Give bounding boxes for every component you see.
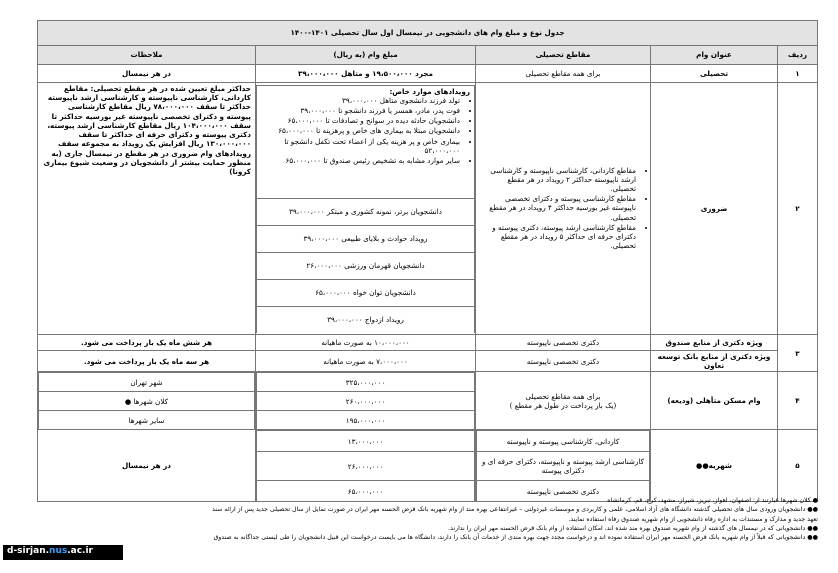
- amount-subrow: ۲۶۰،۰۰۰،۰۰۰: [257, 392, 475, 411]
- row-number: ۵: [778, 430, 818, 502]
- header-row-number: ردیف: [778, 46, 818, 65]
- row-number: ۱: [778, 65, 818, 83]
- loan-amount: مجرد ۱۹،۵۰۰،۰۰۰ و متاهل ۳۹،۰۰۰،۰۰۰: [256, 65, 476, 83]
- loan-level: برای همه مقاطع تحصیلی: [476, 65, 651, 83]
- city-subrow: شهر تهران: [38, 373, 254, 392]
- table-row: [37, 65, 817, 83]
- loan-notes-cell: [37, 372, 255, 430]
- amount-subrow: دانشجویان برتر، نمونه کشوری و مبتکر ۳۹،۰۰۰،۰۰۰: [257, 198, 475, 225]
- row-number: ۴: [778, 372, 818, 430]
- amount-subrow: ۱۳،۰۰۰،۰۰۰: [257, 431, 475, 452]
- loan-level: دکتری تخصصی ناپیوسته: [476, 335, 651, 351]
- amount-subtable: [256, 372, 475, 429]
- loan-notes: هر سه ماه یک بار پرداخت می شود.: [37, 351, 255, 372]
- loan-notes: هر شش ماه یک بار پرداخت می شود.: [37, 335, 255, 351]
- city-subrow: کلان شهرها ●: [38, 392, 254, 411]
- loan-amount-cell: [256, 430, 476, 502]
- header-notes: ملاحظات: [37, 46, 255, 65]
- loan-level-line: (یک بار پرداخت در طول هر مقطع ): [509, 400, 617, 410]
- table-row: [37, 430, 817, 502]
- loan-notes: در هر نیمسال: [37, 65, 255, 83]
- watermark-prefix: d-sirjan.: [7, 546, 50, 556]
- watermark-accent: nus: [49, 546, 68, 556]
- amount-subrow: رویداد حوادث و بلایای طبیعی ۳۹،۰۰۰،۰۰۰: [257, 225, 475, 252]
- footnote: تعهد جدید و مدارک و مستندات به اداره رفاه دانشجویی از وام شهریه صندوق رفاه استفاده نمایند.: [568, 515, 818, 523]
- footnotes: [38, 496, 818, 542]
- level-subrow: دکتری تخصصی ناپیوسته: [477, 481, 650, 502]
- table-row: [37, 335, 817, 351]
- loan-amount-cell: [256, 372, 476, 430]
- special-event-item: • دانشجویان مبتلا به بیماری های خاص و پرهزینه تا ۶۵،۰۰۰،۰۰۰: [261, 126, 460, 135]
- loan-title: شهریه●●: [651, 430, 778, 502]
- loan-notes: حداکثر مبلغ تعیین شده در هر مقطع تحصیلی: مقاطع کاردانی، کارشناسی ناپیوسته و کارشناسی ارشد ناپیوسته حداکثر تا سقف ۷۸،۰۰۰،۰۰۰ ریال مقاطع کارشناسی پیوسته و دکترای تخصصی ناپیوسته غیر بورسیه حداکثر تا سقف ۱۰۴،۰۰۰،۰۰۰ ریال مقاطع کارشناسی ارشد پیوسته، دکتری پیوسته و دکترای حرفه ای حداکثر تا سقف ۱۳۰،۰۰۰،۰۰۰ ریال افزایش یک رویداد به مجموعه سقف رویدادهای وام ضروری در هر مقطع در نیمسال جاری (به منظور حمایت بیشتر از دانشجویان در وضعیت شیوع بیماری کرونا): [37, 83, 255, 335]
- watermark-suffix: .ac.ir: [67, 546, 93, 556]
- table-title-row: [37, 21, 817, 46]
- footnote: ●● دانشجویان ورودی سال های تحصیلی گذشته دانشگاه های آزاد اسلامی، علمی و کاربردی و موسسات غیردولتی – غیرانتفاعی بهره مند از وام شهریه بانک قرض الحسنه مهر ایران در صورت تمایل از سال تحصیلی جدید پس از ارائه سند: [211, 506, 818, 514]
- loan-level: دکتری تخصصی ناپیوسته: [476, 351, 651, 372]
- loan-level: [476, 372, 651, 430]
- header-amount: مبلغ وام (به ریال): [256, 46, 476, 65]
- footnote: ●● دانشجویانی که قبلاً از وام شهریه بانک قرض الحسنه مهر ایران استفاده نموده اند و درخواست مجدد جهت بهره مندی از خدمات آن بانک را دارند، دانشگاه ها می بایست درخواست این قبیل دانشجویان را طی لیستی جداگانه به صندوق: [213, 534, 818, 542]
- level-subrow: کاردانی، کارشناسی پیوسته و ناپیوسته: [477, 431, 650, 452]
- loan-table: [37, 20, 818, 502]
- table-row: [37, 372, 817, 430]
- special-event-item: • سایر موارد مشابه به تشخیص رئیس صندوق تا ۶۵،۰۰۰،۰۰۰: [261, 156, 460, 165]
- special-event-item: • فوت پدر، مادر، همسر یا فرزند دانشجو تا ۳۹،۰۰۰،۰۰۰: [261, 106, 460, 115]
- loan-title: تحصیلی: [651, 65, 778, 83]
- loan-amount: ۱۰،۰۰۰،۰۰۰ به صورت ماهیانه: [256, 335, 476, 351]
- amount-subrow: دانشجویان توان خواه ۶۵،۰۰۰،۰۰۰: [257, 279, 475, 306]
- row-number: ۲: [778, 83, 818, 335]
- level-subtable: [476, 430, 650, 501]
- table-row: [37, 83, 817, 335]
- site-watermark: [3, 545, 123, 560]
- amount-subtable: [256, 85, 475, 333]
- level-subrow: کارشناسی ارشد پیوسته و ناپیوسته، دکترای حرفه ای و دکترای پیوسته: [477, 452, 650, 481]
- amount-subrow: ۳۲۵،۰۰۰،۰۰۰: [257, 373, 475, 392]
- city-subtable: [38, 372, 255, 429]
- level-item: • مقاطع کارشناسی ارشد پیوسته، دکتری پیوسته و دکترای حرفه ای حداکثر ۵ رویداد در هر مقطع تحصیلی.: [480, 223, 636, 251]
- amount-subrow: رویداد ازدواج ۳۹،۰۰۰،۰۰۰: [257, 306, 475, 333]
- amount-subrow: دانشجویان قهرمان ورزشی ۲۶،۰۰۰،۰۰۰: [257, 252, 475, 279]
- special-events-header: رویدادهای موارد خاص:: [389, 86, 470, 96]
- footnote: ● کلان شهرها عبارتند از: اصفهان، اهواز، تبریز، شیراز، مشهد، کرج، قم، کرمانشاه: [607, 497, 818, 504]
- amount-subrow: ۲۶،۰۰۰،۰۰۰: [257, 452, 475, 481]
- table-header-row: [37, 46, 817, 65]
- table-row: [37, 351, 817, 372]
- special-event-item: • دانشجویان حادثه دیده در سوانح و تصادفات تا ۶۵،۰۰۰،۰۰۰: [261, 116, 460, 125]
- loan-title: ویژه دکتری از منابع صندوق: [651, 335, 778, 351]
- amount-subtable: [256, 430, 475, 501]
- footnote: ●● دانشجویانی که در نیمسال های گذشته از وام شهریه صندوق بهره مند شده اند، امکان استفاده از وام بانک قرض الحسنه مهر ایران را ندارند.: [448, 524, 818, 532]
- special-events: [257, 85, 475, 198]
- loan-amount-cell: [256, 83, 476, 335]
- loan-title: ضروری: [651, 83, 778, 335]
- city-subrow: سایر شهرها: [38, 411, 254, 430]
- level-item: • مقاطع کارشناسی پیوسته و دکترای تخصصی ناپیوسته غیر بورسیه حداکثر ۴ رویداد در هر مقطع تحصیلی.: [480, 194, 636, 222]
- special-event-item: • تولد فرزند دانشجوی متاهل ۳۹،۰۰۰،۰۰۰: [261, 96, 460, 105]
- loan-table-sheet: [38, 20, 818, 502]
- loan-amount: ۷،۰۰۰،۰۰۰ به صورت ماهیانه: [256, 351, 476, 372]
- loan-level-list: [476, 83, 651, 335]
- table-title: جدول نوع و مبلغ وام های دانشجویی در نیمسال اول سال تحصیلی ۱۴۰۱-۱۴۰۰: [37, 21, 817, 46]
- loan-level-cell: [476, 430, 651, 502]
- header-level: مقاطع تحصیلی: [476, 46, 651, 65]
- level-item: • مقاطع کاردانی، کارشناسی ناپیوسته و کارشناسی ارشد ناپیوسته حداکثر ۲ رویداد در هر مقطع تحصیلی.: [480, 166, 636, 194]
- special-event-item: • بیماری خاص و پر هزینه یکی از اعضاء تحت تکفل دانشجو تا ۵۲،۰۰۰،۰۰۰: [261, 137, 460, 155]
- loan-notes: در هر نیمسال: [37, 430, 255, 502]
- loan-title: ویژه دکتری از منابع بانک توسعه تعاون: [651, 351, 778, 372]
- header-loan-title: عنوان وام: [651, 46, 778, 65]
- loan-level-line: برای همه مقاطع تحصیلی: [525, 391, 601, 401]
- row-number: ۳: [778, 335, 818, 372]
- amount-subrow: ۶۵،۰۰۰،۰۰۰: [257, 481, 475, 502]
- loan-title: وام مسکن متأهلی (ودیعه): [651, 372, 778, 430]
- amount-subrow: ۱۹۵،۰۰۰،۰۰۰: [257, 411, 475, 430]
